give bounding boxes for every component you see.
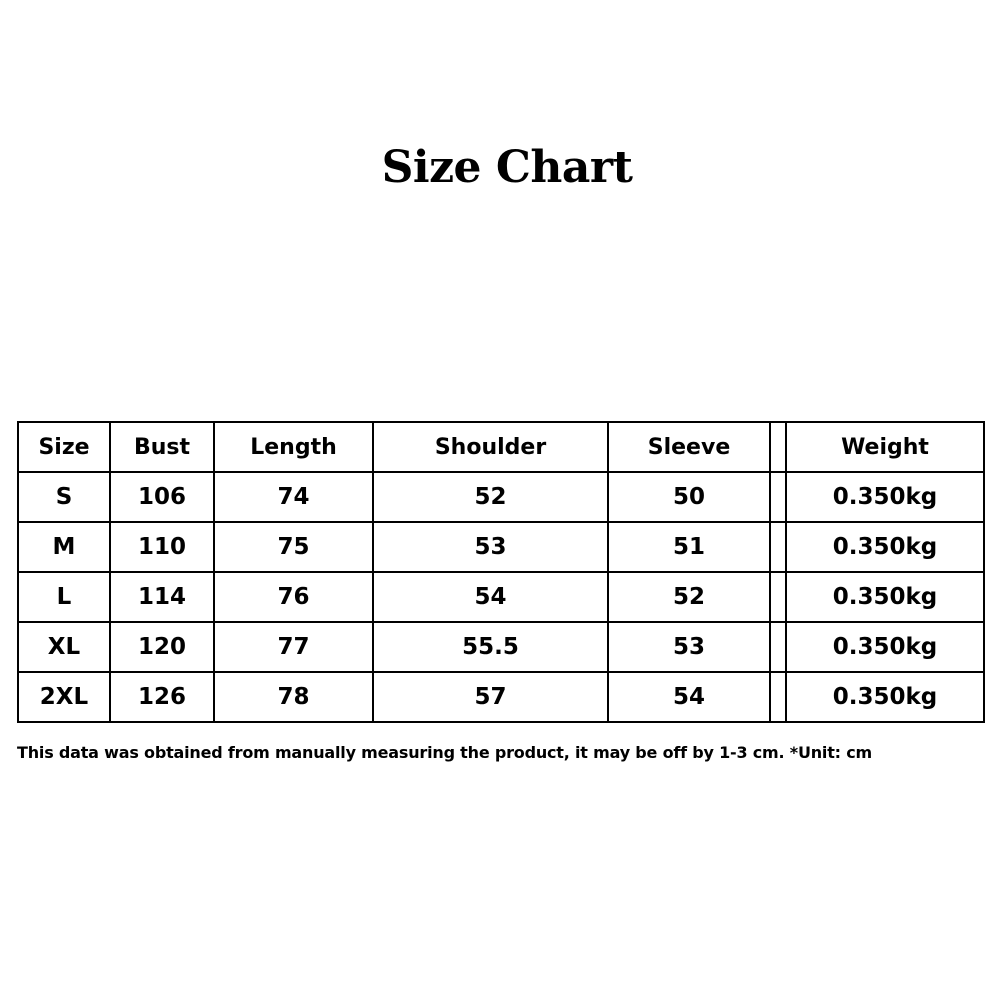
shoulder-cell: 54 — [373, 572, 608, 622]
weight-cell: 0.350kg — [786, 572, 984, 622]
spacer-cell — [770, 572, 786, 622]
weight-cell: 0.350kg — [786, 622, 984, 672]
weight-cell: 0.350kg — [786, 522, 984, 572]
table-row — [18, 622, 984, 672]
spacer-cell — [770, 472, 786, 522]
header-cell-size: Size — [18, 422, 110, 472]
header-cell-length: Length — [214, 422, 373, 472]
size-cell: M — [18, 522, 110, 572]
length-cell: 78 — [214, 672, 373, 722]
weight-cell: 0.350kg — [786, 472, 984, 522]
page-title: Size Chart — [381, 142, 633, 193]
size-cell: 2XL — [18, 672, 110, 722]
header-cell-sleeve: Sleeve — [608, 422, 770, 472]
length-cell: 75 — [214, 522, 373, 572]
weight-cell: 0.350kg — [786, 672, 984, 722]
spacer-cell — [770, 672, 786, 722]
measurement-note: This data was obtained from manually measuring the product, it may be off by 1-3 cm. *Unit: cm — [17, 743, 872, 762]
shoulder-cell: 53 — [373, 522, 608, 572]
bust-cell: 114 — [110, 572, 214, 622]
table-row — [18, 472, 984, 522]
bust-cell: 126 — [110, 672, 214, 722]
header-cell-bust: Bust — [110, 422, 214, 472]
shoulder-cell: 52 — [373, 472, 608, 522]
sleeve-cell: 51 — [608, 522, 770, 572]
length-cell: 77 — [214, 622, 373, 672]
spacer-cell — [770, 422, 786, 472]
table-row — [18, 572, 984, 622]
size-cell: XL — [18, 622, 110, 672]
table-row — [18, 672, 984, 722]
spacer-cell — [770, 622, 786, 672]
bust-cell: 106 — [110, 472, 214, 522]
size-table — [17, 421, 985, 723]
sleeve-cell: 50 — [608, 472, 770, 522]
length-cell: 76 — [214, 572, 373, 622]
sleeve-cell: 54 — [608, 672, 770, 722]
table-header-row — [18, 422, 984, 472]
length-cell: 74 — [214, 472, 373, 522]
bust-cell: 110 — [110, 522, 214, 572]
header-cell-weight: Weight — [786, 422, 984, 472]
shoulder-cell: 55.5 — [373, 622, 608, 672]
size-cell: S — [18, 472, 110, 522]
header-cell-shoulder: Shoulder — [373, 422, 608, 472]
table-row — [18, 522, 984, 572]
spacer-cell — [770, 522, 786, 572]
shoulder-cell: 57 — [373, 672, 608, 722]
sleeve-cell: 53 — [608, 622, 770, 672]
bust-cell: 120 — [110, 622, 214, 672]
size-cell: L — [18, 572, 110, 622]
sleeve-cell: 52 — [608, 572, 770, 622]
